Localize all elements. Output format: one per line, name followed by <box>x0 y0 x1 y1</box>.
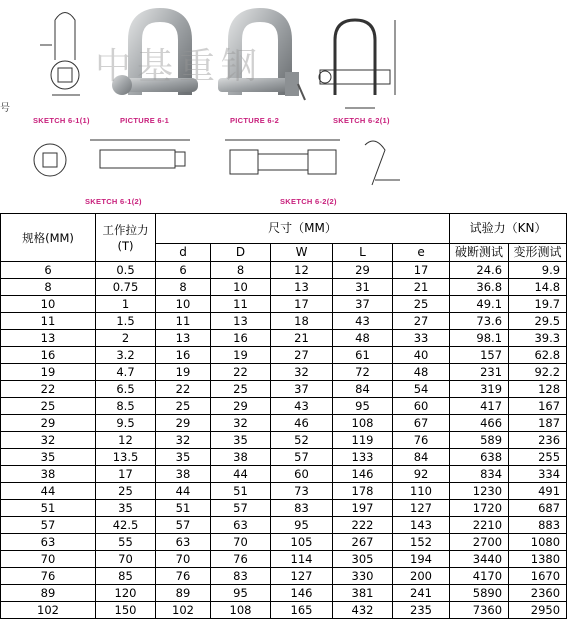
cell-w: 83 <box>271 500 333 517</box>
label-sketch-6-2-1: SKETCH 6-2(1) <box>333 116 390 125</box>
cell-l: 31 <box>333 279 393 296</box>
cell-w: 114 <box>271 551 333 568</box>
sketch-6-1-2-drawing <box>34 140 190 176</box>
cell-w: 27 <box>271 347 333 364</box>
cell-d-large: 70 <box>211 534 271 551</box>
header-dim-e: e <box>393 244 450 262</box>
cell-deformation-test: 128 <box>509 381 567 398</box>
cell-spec: 13 <box>1 330 96 347</box>
shackle-spec-table <box>0 213 567 619</box>
cell-deformation-test: 236 <box>509 432 567 449</box>
cell-working-load: 8.5 <box>96 398 156 415</box>
cell-e: 241 <box>393 585 450 602</box>
cell-spec: 63 <box>1 534 96 551</box>
cell-d-small: 51 <box>156 500 211 517</box>
header-dim-l: L <box>333 244 393 262</box>
table-row <box>1 432 567 449</box>
cell-deformation-test: 14.8 <box>509 279 567 296</box>
cell-w: 60 <box>271 466 333 483</box>
cell-d-large: 35 <box>211 432 271 449</box>
cell-e: 152 <box>393 534 450 551</box>
shackle-figure <box>0 0 569 213</box>
cell-working-load: 12 <box>96 432 156 449</box>
cell-breaking-test: 49.1 <box>450 296 509 313</box>
sketch-6-2-2-drawing <box>225 140 400 185</box>
cell-spec: 44 <box>1 483 96 500</box>
cell-deformation-test: 1670 <box>509 568 567 585</box>
cell-d-small: 16 <box>156 347 211 364</box>
cell-d-large: 38 <box>211 449 271 466</box>
cell-spec: 89 <box>1 585 96 602</box>
header-dim-d-large: D <box>211 244 271 262</box>
cell-e: 235 <box>393 602 450 619</box>
cell-spec: 51 <box>1 500 96 517</box>
cell-l: 222 <box>333 517 393 534</box>
table-row <box>1 466 567 483</box>
cell-d-small: 32 <box>156 432 211 449</box>
cell-d-small: 57 <box>156 517 211 534</box>
cell-w: 105 <box>271 534 333 551</box>
cell-deformation-test: 29.5 <box>509 313 567 330</box>
cell-d-small: 13 <box>156 330 211 347</box>
cell-l: 146 <box>333 466 393 483</box>
cell-spec: 29 <box>1 415 96 432</box>
cell-spec: 19 <box>1 364 96 381</box>
cell-w: 43 <box>271 398 333 415</box>
table-row <box>1 585 567 602</box>
cell-l: 61 <box>333 347 393 364</box>
header-working-load-label: 工作拉力 <box>102 222 149 237</box>
cell-spec: 70 <box>1 551 96 568</box>
label-picture-6-1: PICTURE 6-1 <box>120 116 170 125</box>
cell-d-small: 35 <box>156 449 211 466</box>
cell-e: 17 <box>393 262 450 279</box>
cell-working-load: 120 <box>96 585 156 602</box>
cell-d-small: 8 <box>156 279 211 296</box>
cell-deformation-test: 167 <box>509 398 567 415</box>
cell-spec: 32 <box>1 432 96 449</box>
cell-d-small: 19 <box>156 364 211 381</box>
cell-breaking-test: 5890 <box>450 585 509 602</box>
cell-d-large: 76 <box>211 551 271 568</box>
cell-spec: 11 <box>1 313 96 330</box>
cell-d-small: 6 <box>156 262 211 279</box>
cell-w: 57 <box>271 449 333 466</box>
cell-breaking-test: 2700 <box>450 534 509 551</box>
cell-e: 48 <box>393 364 450 381</box>
cell-e: 110 <box>393 483 450 500</box>
cell-deformation-test: 1380 <box>509 551 567 568</box>
cell-working-load: 0.75 <box>96 279 156 296</box>
cell-breaking-test: 36.8 <box>450 279 509 296</box>
cell-breaking-test: 231 <box>450 364 509 381</box>
cell-l: 43 <box>333 313 393 330</box>
cell-spec: 25 <box>1 398 96 415</box>
cell-l: 84 <box>333 381 393 398</box>
cell-spec: 102 <box>1 602 96 619</box>
cell-working-load: 150 <box>96 602 156 619</box>
watermark: 中基重钢 <box>95 46 264 87</box>
cell-e: 76 <box>393 432 450 449</box>
cell-working-load: 9.5 <box>96 415 156 432</box>
cell-l: 267 <box>333 534 393 551</box>
spec-table-body <box>1 262 567 619</box>
cell-w: 95 <box>271 517 333 534</box>
table-row <box>1 483 567 500</box>
cell-d-small: 89 <box>156 585 211 602</box>
cell-l: 305 <box>333 551 393 568</box>
cell-deformation-test: 334 <box>509 466 567 483</box>
cell-breaking-test: 319 <box>450 381 509 398</box>
cell-d-small: 38 <box>156 466 211 483</box>
header-spec: 规格(MM) <box>1 214 96 262</box>
cell-w: 46 <box>271 415 333 432</box>
header-test-force: 试验力（KN） <box>450 214 567 244</box>
cell-d-large: 44 <box>211 466 271 483</box>
table-row <box>1 296 567 313</box>
cell-d-small: 11 <box>156 313 211 330</box>
cell-w: 21 <box>271 330 333 347</box>
sketch-6-1-1-drawing <box>40 13 80 96</box>
cell-breaking-test: 417 <box>450 398 509 415</box>
cell-w: 12 <box>271 262 333 279</box>
cell-d-large: 51 <box>211 483 271 500</box>
cell-working-load: 1.5 <box>96 313 156 330</box>
cell-w: 17 <box>271 296 333 313</box>
cell-w: 165 <box>271 602 333 619</box>
cell-d-large: 13 <box>211 313 271 330</box>
table-row <box>1 330 567 347</box>
table-row <box>1 517 567 534</box>
table-row <box>1 449 567 466</box>
cell-deformation-test: 491 <box>509 483 567 500</box>
cell-l: 330 <box>333 568 393 585</box>
cell-w: 37 <box>271 381 333 398</box>
cell-working-load: 85 <box>96 568 156 585</box>
cell-e: 40 <box>393 347 450 364</box>
cell-breaking-test: 98.1 <box>450 330 509 347</box>
cell-breaking-test: 1720 <box>450 500 509 517</box>
header-dimensions: 尺寸（MM） <box>156 214 450 244</box>
cell-l: 197 <box>333 500 393 517</box>
sketch-6-2-1-drawing <box>319 20 395 108</box>
label-sketch-6-1-1: SKETCH 6-1(1) <box>33 116 90 125</box>
header-dim-w: W <box>271 244 333 262</box>
cell-breaking-test: 2210 <box>450 517 509 534</box>
cell-d-small: 44 <box>156 483 211 500</box>
table-row <box>1 500 567 517</box>
cell-l: 37 <box>333 296 393 313</box>
cell-deformation-test: 2360 <box>509 585 567 602</box>
cell-breaking-test: 834 <box>450 466 509 483</box>
cell-d-large: 16 <box>211 330 271 347</box>
cell-d-large: 22 <box>211 364 271 381</box>
cell-l: 72 <box>333 364 393 381</box>
cell-d-large: 108 <box>211 602 271 619</box>
header-dim-d-small: d <box>156 244 211 262</box>
cell-spec: 6 <box>1 262 96 279</box>
cell-d-large: 63 <box>211 517 271 534</box>
cell-breaking-test: 7360 <box>450 602 509 619</box>
cell-working-load: 1 <box>96 296 156 313</box>
cell-working-load: 2 <box>96 330 156 347</box>
cell-working-load: 6.5 <box>96 381 156 398</box>
cell-spec: 8 <box>1 279 96 296</box>
cell-d-large: 29 <box>211 398 271 415</box>
cell-working-load: 3.2 <box>96 347 156 364</box>
table-row <box>1 364 567 381</box>
cell-e: 84 <box>393 449 450 466</box>
cell-breaking-test: 3440 <box>450 551 509 568</box>
cell-e: 54 <box>393 381 450 398</box>
cell-l: 432 <box>333 602 393 619</box>
cell-breaking-test: 1230 <box>450 483 509 500</box>
cell-spec: 16 <box>1 347 96 364</box>
cell-e: 25 <box>393 296 450 313</box>
cell-deformation-test: 62.8 <box>509 347 567 364</box>
cell-e: 92 <box>393 466 450 483</box>
cell-w: 32 <box>271 364 333 381</box>
table-row <box>1 568 567 585</box>
cell-e: 67 <box>393 415 450 432</box>
cell-d-large: 57 <box>211 500 271 517</box>
cell-l: 178 <box>333 483 393 500</box>
cell-e: 33 <box>393 330 450 347</box>
cell-spec: 57 <box>1 517 96 534</box>
cell-breaking-test: 638 <box>450 449 509 466</box>
cell-spec: 22 <box>1 381 96 398</box>
cell-l: 119 <box>333 432 393 449</box>
cell-d-large: 83 <box>211 568 271 585</box>
cell-d-large: 19 <box>211 347 271 364</box>
cell-deformation-test: 39.3 <box>509 330 567 347</box>
header-breaking-test: 破断测试 <box>450 244 509 262</box>
cell-deformation-test: 1080 <box>509 534 567 551</box>
cell-working-load: 55 <box>96 534 156 551</box>
cell-l: 95 <box>333 398 393 415</box>
cell-working-load: 17 <box>96 466 156 483</box>
cell-e: 200 <box>393 568 450 585</box>
cell-d-large: 32 <box>211 415 271 432</box>
table-row <box>1 262 567 279</box>
cell-deformation-test: 2950 <box>509 602 567 619</box>
table-row <box>1 534 567 551</box>
label-sketch-6-1-2: SKETCH 6-1(2) <box>85 197 142 206</box>
cell-d-small: 76 <box>156 568 211 585</box>
table-row <box>1 347 567 364</box>
cell-d-large: 10 <box>211 279 271 296</box>
table-row <box>1 279 567 296</box>
cell-d-small: 102 <box>156 602 211 619</box>
cell-working-load: 0.5 <box>96 262 156 279</box>
header-working-load-unit: (T) <box>117 238 134 253</box>
cell-w: 146 <box>271 585 333 602</box>
cell-w: 127 <box>271 568 333 585</box>
cell-e: 127 <box>393 500 450 517</box>
cell-w: 18 <box>271 313 333 330</box>
cell-spec: 76 <box>1 568 96 585</box>
cell-deformation-test: 255 <box>509 449 567 466</box>
label-sketch-6-2-2: SKETCH 6-2(2) <box>280 197 337 206</box>
cell-spec: 38 <box>1 466 96 483</box>
cell-d-small: 63 <box>156 534 211 551</box>
cell-l: 48 <box>333 330 393 347</box>
label-picture-6-2: PICTURE 6-2 <box>230 116 280 125</box>
cell-l: 108 <box>333 415 393 432</box>
cell-d-small: 29 <box>156 415 211 432</box>
header-working-load <box>96 214 156 262</box>
cell-breaking-test: 466 <box>450 415 509 432</box>
table-row <box>1 381 567 398</box>
cell-e: 143 <box>393 517 450 534</box>
cell-w: 13 <box>271 279 333 296</box>
cell-working-load: 13.5 <box>96 449 156 466</box>
cell-breaking-test: 73.6 <box>450 313 509 330</box>
cell-l: 29 <box>333 262 393 279</box>
cell-working-load: 35 <box>96 500 156 517</box>
cell-w: 73 <box>271 483 333 500</box>
cell-d-small: 70 <box>156 551 211 568</box>
cell-d-large: 11 <box>211 296 271 313</box>
cell-e: 21 <box>393 279 450 296</box>
cell-deformation-test: 92.2 <box>509 364 567 381</box>
cell-e: 60 <box>393 398 450 415</box>
cell-d-small: 22 <box>156 381 211 398</box>
cell-d-small: 25 <box>156 398 211 415</box>
cell-d-large: 95 <box>211 585 271 602</box>
cell-breaking-test: 157 <box>450 347 509 364</box>
cell-working-load: 4.7 <box>96 364 156 381</box>
cell-deformation-test: 19.7 <box>509 296 567 313</box>
cell-spec: 35 <box>1 449 96 466</box>
cell-working-load: 42.5 <box>96 517 156 534</box>
cell-l: 133 <box>333 449 393 466</box>
cell-deformation-test: 883 <box>509 517 567 534</box>
cell-d-large: 8 <box>211 262 271 279</box>
cell-working-load: 25 <box>96 483 156 500</box>
cell-working-load: 70 <box>96 551 156 568</box>
table-row <box>1 313 567 330</box>
table-row <box>1 398 567 415</box>
cell-l: 381 <box>333 585 393 602</box>
cell-deformation-test: 187 <box>509 415 567 432</box>
table-row <box>1 551 567 568</box>
cell-d-small: 10 <box>156 296 211 313</box>
side-mark: 号 <box>0 103 10 114</box>
table-row <box>1 602 567 619</box>
shackle-drawings <box>0 0 569 213</box>
table-row <box>1 415 567 432</box>
cell-w: 52 <box>271 432 333 449</box>
cell-e: 194 <box>393 551 450 568</box>
cell-e: 27 <box>393 313 450 330</box>
cell-breaking-test: 589 <box>450 432 509 449</box>
cell-deformation-test: 9.9 <box>509 262 567 279</box>
header-deformation-test: 变形测试 <box>509 244 567 262</box>
cell-breaking-test: 24.6 <box>450 262 509 279</box>
cell-d-large: 25 <box>211 381 271 398</box>
cell-spec: 10 <box>1 296 96 313</box>
cell-deformation-test: 687 <box>509 500 567 517</box>
cell-breaking-test: 4170 <box>450 568 509 585</box>
